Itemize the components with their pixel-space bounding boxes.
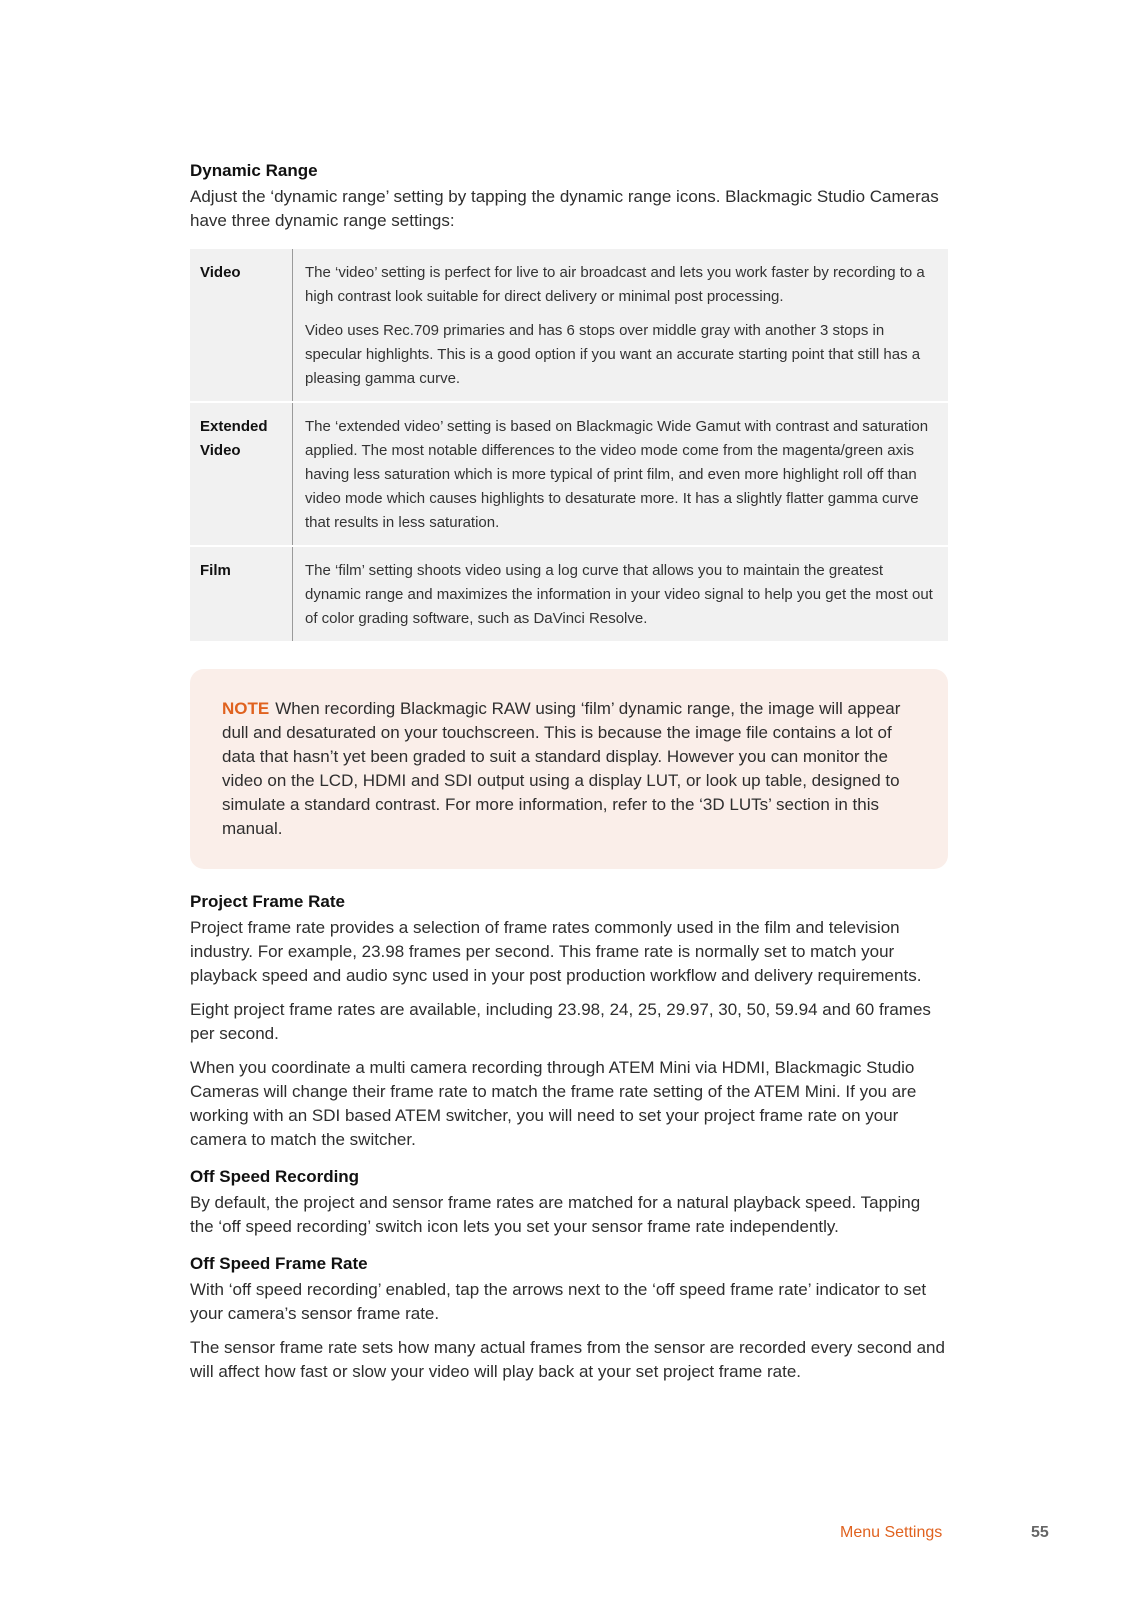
term-extended-video: Extended Video (190, 402, 293, 546)
project-frame-rate-heading: Project Frame Rate (190, 892, 345, 911)
project-frame-rate-section (190, 891, 948, 1152)
body-paragraph: With ‘off speed recording’ enabled, tap the arrows next to the ‘off speed frame rate’ indicator to set your camera’s sensor frame rate. (190, 1280, 927, 1323)
page-content (190, 160, 948, 1384)
body-paragraph: The sensor frame rate sets how many actual frames from the sensor are recorded every second and will affect how fast or slow your video will play back at your set project frame rate. (190, 1338, 945, 1381)
definition-paragraph: The ‘extended video’ setting is based on Blackmagic Wide Gamut with contrast and saturation applied. The most notable differences to the video mode come from the magenta/green axis having less saturation which is more typical of print film, and even more highlight roll off than video mode which causes highlights to desaturate more. It has a slightly flatter gamma curve that results in less saturation. (305, 418, 929, 531)
off-speed-recording-heading: Off Speed Recording (190, 1167, 360, 1186)
off-speed-recording-section (190, 1166, 948, 1239)
body-paragraph: Project frame rate provides a selection of frame rates commonly used in the film and television industry. For example, 23.98 frames per second. This frame rate is normally set to match your playback speed and audio sync used in your post production workflow and delivery requirements. (190, 918, 922, 985)
footer-section-title: Menu Settings (840, 1524, 943, 1541)
note-label: NOTE (222, 699, 270, 718)
off-speed-frame-rate-heading: Off Speed Frame Rate (190, 1254, 368, 1273)
definition-video (293, 249, 949, 402)
definition-paragraph: The ‘video’ setting is perfect for live to air broadcast and lets you work faster by recording to a high contrast look suitable for direct delivery or minimal post processing. (305, 264, 925, 305)
definition-extended-video (293, 402, 949, 546)
term-video: Video (190, 249, 293, 402)
table-row (190, 249, 948, 402)
off-speed-frame-rate-section (190, 1253, 948, 1384)
note-text: When recording Blackmagic RAW using ‘film’ dynamic range, the image will appear dull and desaturated on your touchscreen. This is because the image file contains a lot of data that hasn’t yet been graded to suit a standard display. However you can monitor the video on the LCD, HDMI and SDI output using a display LUT, or look up table, designed to simulate a standard contrast. For more information, refer to the ‘3D LUTs’ section in this manual. (222, 699, 901, 838)
definition-paragraph: Video uses Rec.709 primaries and has 6 stops over middle gray with another 3 stops in specular highlights. This is a good option if you want an accurate starting point that still has a pleasing gamma curve. (305, 322, 921, 387)
page-number: 55 (1031, 1524, 1049, 1541)
table-row (190, 402, 948, 546)
note-box (190, 669, 948, 869)
term-film: Film (190, 546, 293, 641)
body-paragraph: By default, the project and sensor frame rates are matched for a natural playback speed. Tapping the ‘off speed recording’ switch icon lets you set your sensor frame rate independently. (190, 1193, 921, 1236)
dynamic-range-table (190, 249, 948, 641)
dynamic-range-intro: Adjust the ‘dynamic range’ setting by tapping the dynamic range icons. Blackmagic Studio Cameras have three dynamic range settings: (190, 187, 939, 230)
dynamic-range-heading: Dynamic Range (190, 161, 318, 180)
body-paragraph: When you coordinate a multi camera recording through ATEM Mini via HDMI, Blackmagic Studio Cameras will change their frame rate to match the frame rate setting of the ATEM Mini. If you are working with an SDI based ATEM switcher, you will need to set your project frame rate on your camera to match the switcher. (190, 1058, 917, 1149)
definition-paragraph: The ‘film’ setting shoots video using a log curve that allows you to maintain the greatest dynamic range and maximizes the information in your video signal to help you get the most out of color grading software, such as DaVinci Resolve. (305, 562, 933, 627)
definition-film (293, 546, 949, 641)
body-paragraph: Eight project frame rates are available, including 23.98, 24, 25, 29.97, 30, 50, 59.94 and 60 frames per second. (190, 1000, 931, 1043)
table-row (190, 546, 948, 641)
